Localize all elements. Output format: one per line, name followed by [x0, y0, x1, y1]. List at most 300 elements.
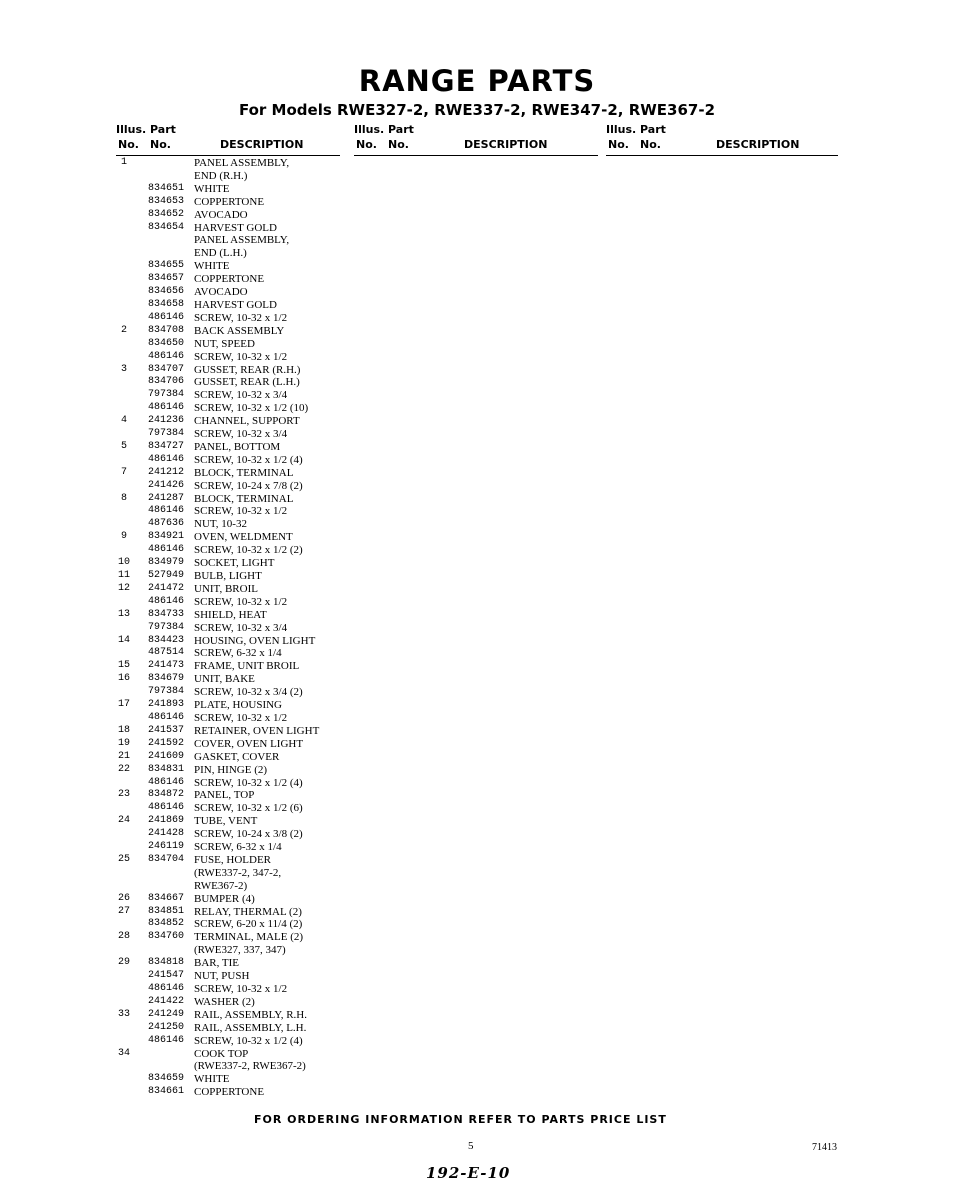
part-row: [116, 738, 340, 751]
illus-number: [116, 880, 132, 893]
illus-number: 1: [120, 157, 127, 168]
illus-number: [116, 402, 132, 415]
illus-number: [116, 338, 132, 351]
illus-number: [116, 944, 132, 957]
part-row: [116, 918, 340, 931]
illus-number: [116, 983, 132, 996]
part-row: [116, 570, 340, 583]
part-number: 241426: [147, 479, 184, 491]
part-description: HARVEST GOLD: [194, 221, 277, 234]
illus-number: [116, 518, 132, 531]
part-row: [116, 467, 340, 480]
part-row: [116, 1086, 340, 1099]
part-description: PANEL, TOP: [194, 789, 255, 802]
part-row: [116, 815, 340, 828]
illus-number: [116, 505, 132, 518]
illus-number: [116, 273, 132, 286]
part-number: [132, 944, 194, 957]
part-description: RWE367-2): [194, 879, 248, 892]
part-row: [116, 196, 340, 209]
illus-number: 26: [117, 892, 130, 904]
part-row: [116, 415, 340, 428]
part-row: [116, 609, 340, 622]
illus-number: [116, 428, 132, 441]
illus-number: 19: [117, 737, 130, 749]
illus-number: [116, 247, 132, 260]
part-row: [116, 493, 340, 506]
part-description: SCREW, 10-32 x 1/2 (4): [194, 453, 303, 466]
part-number: 834708: [147, 324, 184, 336]
part-number: 834661: [147, 1086, 184, 1098]
illus-number: [116, 712, 132, 725]
part-row: [116, 209, 340, 222]
illus-number: [116, 312, 132, 325]
part-description: (RWE337-2, RWE367-2): [194, 1060, 306, 1073]
part-row: [116, 376, 340, 389]
part-row: [116, 389, 340, 402]
illus-number: 17: [117, 699, 130, 711]
part-description: NUT, PUSH: [194, 970, 250, 983]
part-row: [116, 1009, 340, 1022]
part-description: (RWE337-2, 347-2,: [194, 866, 282, 879]
part-description: SCREW, 10-32 x 1/2 (4): [194, 776, 303, 789]
illus-no-label: No.: [356, 138, 377, 151]
part-row: [116, 505, 340, 518]
illus-number: [116, 867, 132, 880]
part-description: GUSSET, REAR (L.H.): [194, 376, 300, 389]
part-description: BACK ASSEMBLY: [194, 324, 285, 337]
illus-number: 24: [117, 815, 130, 827]
part-row: [116, 789, 340, 802]
part-description: SCREW, 6-32 x 1/4: [194, 647, 282, 660]
illus-number: [116, 351, 132, 364]
part-number: 241893: [147, 699, 184, 711]
part-row: [116, 867, 340, 880]
part-number: [132, 170, 194, 183]
part-number: [132, 1048, 194, 1061]
part-description: COPPERTONE: [194, 273, 265, 286]
part-description: SCREW, 10-32 x 1/2: [194, 595, 288, 608]
header-rule: [606, 155, 838, 156]
part-row: [116, 802, 340, 815]
illus-part-label: Illus. Part: [606, 123, 666, 136]
part-number: 834654: [147, 221, 184, 233]
illus-number: 23: [117, 789, 130, 801]
illus-number: 7: [120, 466, 127, 478]
illus-number: [116, 647, 132, 660]
page-title: RANGE PARTS: [358, 64, 596, 98]
illus-number: 33: [117, 1008, 130, 1020]
part-number: 486146: [147, 311, 184, 323]
illus-number: [116, 1035, 132, 1048]
illus-number: 8: [120, 492, 127, 504]
part-description: SCREW, 10-32 x 1/2: [194, 983, 288, 995]
illus-number: 18: [117, 724, 130, 736]
part-number: 486146: [147, 350, 184, 362]
part-row: [116, 841, 340, 854]
part-description: RETAINER, OVEN LIGHT: [194, 724, 320, 737]
part-row: [116, 312, 340, 325]
part-number: 797384: [147, 621, 184, 633]
part-description: SCREW, 10-32 x 1/2: [194, 711, 288, 724]
part-row: [116, 983, 340, 996]
part-description: END (R.H.): [194, 169, 248, 182]
illus-part-label: Illus. Part: [354, 123, 414, 136]
illus-number: [116, 209, 132, 222]
illus-number: [116, 234, 132, 247]
part-number: 246119: [147, 841, 184, 853]
handwritten-note: 192-E-10: [426, 1164, 511, 1182]
part-number: 834652: [147, 208, 184, 220]
part-row: [116, 970, 340, 983]
part-number: 486146: [147, 453, 184, 465]
part-no-label: No.: [388, 138, 409, 151]
part-number: 834818: [147, 957, 184, 969]
part-row: [116, 880, 340, 893]
part-number: 487636: [147, 518, 184, 530]
part-number: 834423: [147, 634, 184, 646]
illus-number: 21: [117, 750, 130, 762]
part-row: [116, 1022, 340, 1035]
part-number: 834851: [147, 905, 184, 917]
part-description: GUSSET, REAR (R.H.): [194, 363, 301, 376]
description-label: DESCRIPTION: [464, 138, 548, 151]
document-code: 71413: [812, 1142, 837, 1153]
illus-number: 2: [120, 324, 127, 336]
part-number: 834979: [147, 557, 184, 569]
part-number: 486146: [147, 711, 184, 723]
illus-number: 5: [120, 440, 127, 452]
part-row: [116, 622, 340, 635]
part-description: BAR, TIE: [194, 957, 240, 970]
part-number: 241592: [147, 737, 184, 749]
part-row: [116, 686, 340, 699]
illus-number: 16: [117, 673, 130, 685]
part-number: 834679: [147, 673, 184, 685]
part-number: 241609: [147, 750, 184, 762]
part-number: 834655: [147, 260, 184, 272]
illus-number: 12: [117, 582, 130, 594]
part-description: WASHER (2): [194, 995, 255, 1008]
illus-number: [116, 918, 132, 931]
illus-number: [116, 828, 132, 841]
part-description: OVEN, WELDMENT: [194, 531, 293, 544]
part-number: 241249: [147, 1008, 184, 1020]
part-row: [116, 222, 340, 235]
part-number: 834656: [147, 286, 184, 298]
ordering-notice: FOR ORDERING INFORMATION REFER TO PARTS PRICE LIST: [254, 1113, 667, 1126]
part-row: [116, 1035, 340, 1048]
part-number: 486146: [147, 983, 184, 994]
part-row: [116, 957, 340, 970]
parts-column-2: [354, 123, 598, 157]
part-row: [116, 544, 340, 557]
part-no-label: No.: [640, 138, 661, 151]
illus-number: [116, 260, 132, 273]
part-description: SCREW, 10-32 x 1/2 (4): [194, 1034, 303, 1047]
part-no-label: No.: [150, 138, 171, 151]
part-description: BUMPER (4): [194, 892, 255, 905]
part-description: PANEL, BOTTOM: [194, 440, 281, 453]
part-row: [116, 273, 340, 286]
illus-part-label: Illus. Part: [116, 123, 176, 136]
part-row: [116, 699, 340, 712]
part-number: [132, 234, 194, 247]
part-row: [116, 351, 340, 364]
illus-number: [116, 1022, 132, 1035]
illus-number: [116, 686, 132, 699]
illus-number: 25: [117, 853, 130, 865]
part-description: SCREW, 10-32 x 3/4 (2): [194, 686, 303, 699]
header-rule: [354, 155, 598, 156]
part-description: COOK TOP: [194, 1047, 249, 1060]
part-description: PANEL ASSEMBLY,: [194, 157, 290, 169]
part-row: [116, 764, 340, 777]
illus-number: [116, 1060, 132, 1073]
part-number: 834921: [147, 531, 184, 543]
part-number: 834667: [147, 892, 184, 904]
part-row: [116, 660, 340, 673]
part-number: 486146: [147, 802, 184, 814]
part-number: 797384: [147, 686, 184, 698]
part-description: BLOCK, TERMINAL: [194, 492, 294, 505]
part-number: 834707: [147, 363, 184, 375]
parts-column-1: [116, 123, 340, 1099]
part-row: [116, 673, 340, 686]
part-description: NUT, SPEED: [194, 337, 255, 350]
illus-number: [116, 1073, 132, 1086]
part-description: PIN, HINGE (2): [194, 763, 268, 776]
part-description: COPPERTONE: [194, 195, 265, 208]
illus-number: [116, 544, 132, 557]
illus-number: [116, 480, 132, 493]
part-number: 834653: [147, 195, 184, 207]
part-number: 486146: [147, 1034, 184, 1046]
part-number: 834706: [147, 376, 184, 388]
illus-number: [116, 286, 132, 299]
part-row: [116, 1060, 340, 1073]
part-description: SHIELD, HEAT: [194, 608, 267, 621]
part-description: PLATE, HOUSING: [194, 699, 282, 712]
column-header: [354, 123, 598, 155]
part-description: SCREW, 10-24 x 7/8 (2): [194, 479, 303, 492]
part-description: FRAME, UNIT BROIL: [194, 660, 300, 673]
part-description: SCREW, 10-24 x 3/8 (2): [194, 828, 303, 841]
header-rule: [116, 155, 340, 156]
part-row: [116, 712, 340, 725]
models-subtitle: For Models RWE327-2, RWE337-2, RWE347-2, RWE367-2: [238, 101, 716, 119]
illus-number: [116, 996, 132, 1009]
illus-number: [116, 841, 132, 854]
part-row: [116, 428, 340, 441]
part-number: 241428: [147, 828, 184, 840]
illus-number: 10: [117, 557, 130, 569]
part-number: 241472: [147, 582, 184, 594]
part-number: 834658: [147, 298, 184, 310]
column-header: [116, 123, 340, 155]
illus-number: 14: [117, 634, 130, 646]
part-description: UNIT, BAKE: [194, 673, 255, 686]
part-description: RAIL, ASSEMBLY, L.H.: [194, 1021, 307, 1034]
part-number: 834872: [147, 789, 184, 801]
part-row: [116, 751, 340, 764]
part-row: [116, 325, 340, 338]
part-number: 486146: [147, 544, 184, 556]
part-number: 486146: [147, 505, 184, 517]
illus-number: 27: [117, 905, 130, 917]
illus-number: [116, 970, 132, 983]
part-description: RELAY, THERMAL (2): [194, 905, 302, 918]
part-description: SCREW, 6-20 x 11/4 (2): [194, 918, 303, 931]
part-description: WHITE: [194, 182, 230, 195]
part-row: [116, 286, 340, 299]
part-row: [116, 170, 340, 183]
part-number: [132, 1060, 194, 1073]
part-row: [116, 557, 340, 570]
part-row: [116, 247, 340, 260]
illus-number: [116, 170, 132, 183]
part-row: [116, 441, 340, 454]
part-description: SCREW, 10-32 x 3/4: [194, 428, 288, 441]
part-row: [116, 596, 340, 609]
part-number: 241422: [147, 995, 184, 1007]
illus-number: [116, 389, 132, 402]
description-label: DESCRIPTION: [220, 138, 304, 151]
part-row: [116, 402, 340, 415]
part-description: BLOCK, TERMINAL: [194, 466, 294, 479]
illus-number: [116, 777, 132, 790]
part-number: 834727: [147, 440, 184, 452]
illus-number: 15: [117, 660, 130, 672]
parts-column-3: [606, 123, 838, 157]
part-row: [116, 647, 340, 660]
part-number: 487514: [147, 647, 184, 659]
part-row: [116, 725, 340, 738]
illus-number: 34: [117, 1047, 130, 1059]
part-row: [116, 1073, 340, 1086]
part-number: 834831: [147, 763, 184, 775]
part-row: [116, 364, 340, 377]
illus-number: 9: [120, 531, 127, 543]
part-row: [116, 518, 340, 531]
part-description: RAIL, ASSEMBLY, R.H.: [194, 1008, 307, 1021]
part-row: [116, 260, 340, 273]
part-number: 486146: [147, 595, 184, 607]
part-row: [116, 157, 340, 170]
part-description: SCREW, 10-32 x 1/2: [194, 311, 288, 324]
illus-number: [116, 376, 132, 389]
part-number: [132, 157, 194, 170]
part-description: SCREW, 10-32 x 1/2: [194, 350, 288, 363]
part-row: [116, 635, 340, 648]
illus-number: [116, 454, 132, 467]
illus-number: 28: [117, 931, 130, 943]
part-description: GASKET, COVER: [194, 750, 280, 763]
description-label: DESCRIPTION: [716, 138, 800, 151]
part-description: HARVEST GOLD: [194, 298, 277, 311]
illus-number: [116, 222, 132, 235]
part-number: 797384: [147, 428, 184, 440]
part-number: 834733: [147, 608, 184, 620]
part-row: [116, 777, 340, 790]
part-row: [116, 828, 340, 841]
part-number: [132, 867, 194, 880]
part-description: SCREW, 10-32 x 3/4: [194, 621, 288, 634]
illus-number: 3: [120, 363, 127, 375]
part-number: 486146: [147, 402, 184, 414]
part-row: [116, 338, 340, 351]
part-description: TUBE, VENT: [194, 815, 258, 828]
part-number: 834659: [147, 1073, 184, 1085]
illus-number: [116, 196, 132, 209]
illus-no-label: No.: [608, 138, 629, 151]
part-row: [116, 234, 340, 247]
part-description: SCREW, 10-32 x 1/2 (6): [194, 802, 303, 815]
part-number: 834651: [147, 182, 184, 194]
part-number: 241547: [147, 970, 184, 982]
part-description: SCREW, 10-32 x 1/2 (2): [194, 544, 303, 557]
part-number: 241287: [147, 492, 184, 504]
part-description: CHANNEL, SUPPORT: [194, 415, 300, 428]
part-description: COVER, OVEN LIGHT: [194, 737, 304, 750]
part-description: END (L.H.): [194, 247, 247, 260]
illus-number: [116, 622, 132, 635]
part-description: BULB, LIGHT: [194, 570, 262, 582]
part-number: [132, 247, 194, 260]
part-description: FUSE, HOLDER: [194, 853, 272, 866]
part-row: [116, 583, 340, 596]
part-row: [116, 1048, 340, 1061]
part-number: 797384: [147, 389, 184, 401]
part-description: COPPERTONE: [194, 1086, 265, 1099]
illus-number: [116, 1086, 132, 1099]
part-description: NUT, 10-32: [194, 518, 247, 531]
part-number: 834704: [147, 853, 184, 865]
part-description: SCREW, 10-32 x 1/2: [194, 505, 288, 518]
part-number: 834657: [147, 273, 184, 285]
illus-number: 22: [117, 763, 130, 775]
part-description: PANEL ASSEMBLY,: [194, 234, 290, 247]
page-number: 5: [468, 1140, 474, 1152]
illus-number: [116, 183, 132, 196]
part-description: HOUSING, OVEN LIGHT: [194, 634, 316, 647]
part-number: 241869: [147, 815, 184, 827]
part-description: AVOCADO: [194, 208, 248, 221]
column-header: [606, 123, 838, 155]
part-number: 527949: [147, 570, 184, 581]
part-description: SCREW, 10-32 x 1/2 (10): [194, 402, 309, 415]
part-description: (RWE327, 337, 347): [194, 944, 286, 957]
part-number: 241250: [147, 1021, 184, 1033]
parts-rows: [116, 157, 340, 1099]
illus-no-label: No.: [118, 138, 139, 151]
part-row: [116, 906, 340, 919]
part-description: SCREW, 6-32 x 1/4: [194, 841, 282, 854]
part-description: TERMINAL, MALE (2): [194, 931, 304, 944]
part-number: 241236: [147, 415, 184, 427]
part-row: [116, 299, 340, 312]
illus-number: [116, 596, 132, 609]
part-number: 834650: [147, 337, 184, 349]
part-row: [116, 854, 340, 867]
illus-number: 4: [120, 415, 127, 427]
illus-number: 13: [117, 608, 130, 620]
illus-number: [116, 299, 132, 312]
part-row: [116, 183, 340, 196]
illus-number: 11: [117, 570, 130, 581]
part-row: [116, 454, 340, 467]
part-number: 241473: [147, 660, 184, 672]
